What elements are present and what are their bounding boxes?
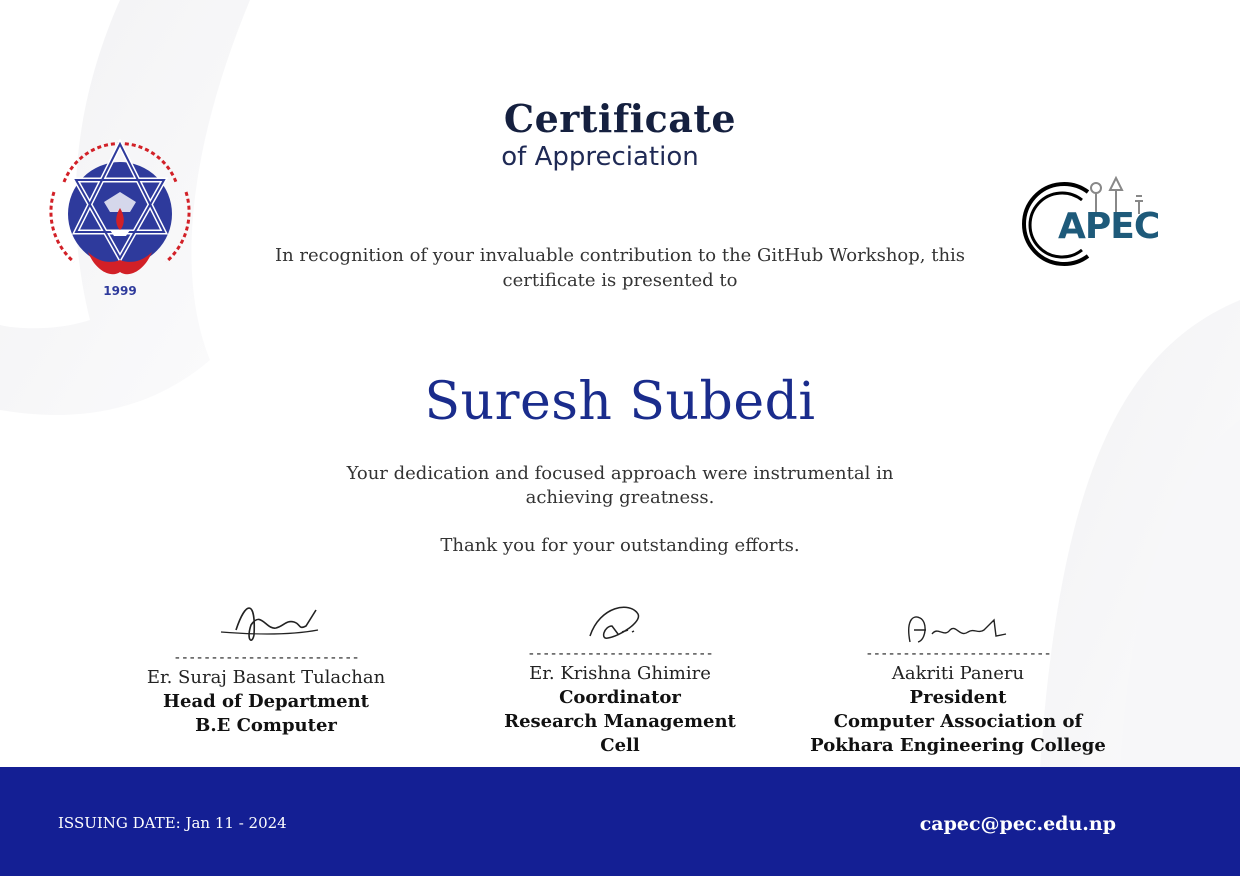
signatory-3 [808,612,1108,758]
signature-2-image [570,596,670,646]
signatory-role: B.E Computer [195,715,337,736]
college-emblem-logo [44,122,196,302]
signatory-role: Cell [600,735,640,756]
signature-line: ------------------------- [865,646,1051,662]
capec-logo-text: APEC [1058,206,1160,247]
signatory-name: Aakriti Paneru [891,663,1025,684]
signatory-2 [484,596,756,758]
signatory-role: Research Management [504,711,736,732]
appreciation-message: Your dedication and focused approach were instrumental in achieving greatness. [346,463,894,508]
signature-3-image [898,612,1018,646]
thanks-message: Thank you for your outstanding efforts. [440,535,800,556]
recognition-text: In recognition of your invaluable contribution to the GitHub Workshop, this certificate is presented to [274,245,966,291]
contact-email[interactable]: capec@pec.edu.np [919,813,1116,835]
issuing-date: ISSUING DATE: Jan 11 - 2024 [58,814,287,832]
signatory-role: Coordinator [559,687,681,708]
signature-1-image [206,590,326,650]
capec-logo [1010,170,1170,275]
signatory-role: Head of Department [163,691,369,712]
signatory-name: Er. Suraj Basant Tulachan [146,667,386,688]
signatory-1 [130,590,402,738]
signature-line: ------------------------- [173,650,359,666]
certificate-title: Certificate [503,96,737,141]
signatory-role: Computer Association of [833,711,1083,732]
signatory-name: Er. Krishna Ghimire [529,663,711,684]
emblem-year: 1999 [103,284,137,298]
recipient-name: Suresh Subedi [424,372,816,432]
signatory-role: President [909,687,1007,708]
signature-line: ------------------------- [527,646,713,662]
signatory-role: Pokhara Engineering College [810,735,1106,756]
certificate-subtitle: of Appreciation [501,142,699,172]
